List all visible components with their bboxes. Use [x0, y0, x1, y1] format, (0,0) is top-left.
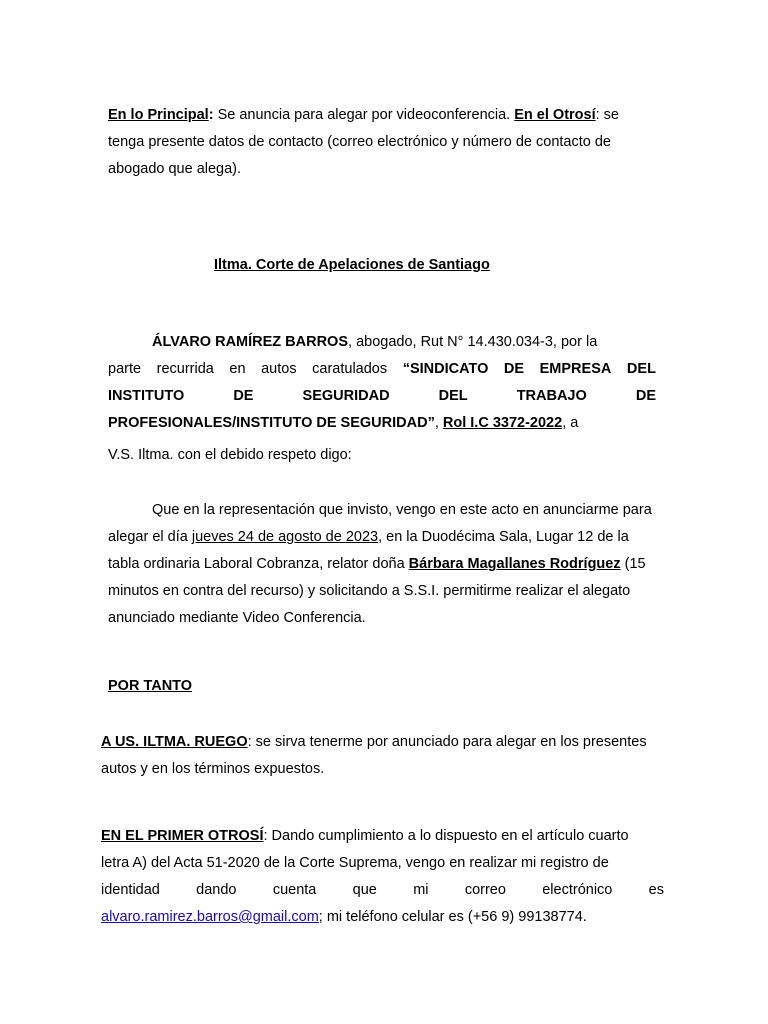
case-title-word: TRABAJO [516, 388, 587, 404]
case-title-word: “SINDICATO [402, 361, 489, 377]
text: , en la Duodécima Sala, Lugar 12 de la [378, 529, 629, 545]
case-title-word: SEGURIDAD [302, 388, 390, 404]
body-line-4: minutos en contra del recurso) y solicitando a S.S.I. permitirme realizar el alegato [108, 583, 631, 599]
body-line-5: anunciado mediante Video Conferencia. [108, 610, 366, 626]
word: parte [108, 361, 142, 377]
word: en [229, 361, 246, 377]
colon: : [208, 107, 214, 123]
body-line-3 [108, 555, 646, 573]
word: identidad [101, 882, 160, 898]
hearing-date: jueves 24 de agosto de 2023 [191, 529, 379, 545]
summary-line-1 [108, 106, 619, 124]
phone-text: ; mi teléfono celular es (+56 9) 99138774. [318, 909, 587, 925]
word: recurrida [156, 361, 214, 377]
word: cuenta [272, 882, 317, 898]
word: que [352, 882, 377, 898]
en-lo-principal-heading: En lo Principal [108, 107, 209, 123]
ruego-heading: A US. ILTMA. RUEGO [101, 734, 248, 750]
summary-line-2: tenga presente datos de contacto (correo electrónico y número de contacto de [108, 134, 611, 150]
case-title-word: INSTITUTO [108, 388, 185, 404]
case-title-end: PROFESIONALES/INSTITUTO DE SEGURIDAD” [108, 415, 435, 431]
text: , a [562, 415, 579, 431]
otrosi-line-4 [101, 908, 587, 926]
text: (15 [620, 556, 646, 572]
court-heading: Iltma. Corte de Apelaciones de Santiago [214, 257, 490, 273]
case-title-word: DEL [626, 361, 656, 377]
word: caratulados [312, 361, 388, 377]
lawyer-name: ÁLVARO RAMÍREZ BARROS [152, 334, 349, 350]
ruego-line-1 [101, 733, 647, 751]
text: alegar el día [108, 529, 192, 545]
ruego-line-2: autos y en los términos expuestos. [101, 761, 325, 777]
primer-otrosi-heading: EN EL PRIMER OTROSÍ [101, 828, 264, 844]
relator-name: Bárbara Magallanes Rodríguez [408, 556, 621, 572]
en-el-otrosi-heading: En el Otrosí [514, 107, 596, 123]
intro-line-3 [108, 387, 656, 405]
word: electrónico [542, 882, 613, 898]
body-line-2 [108, 528, 629, 546]
otrosi-line-3 [101, 881, 664, 899]
text: : Dando cumplimiento a lo dispuesto en el artículo cuarto [263, 828, 629, 844]
body-line-1: Que en la representación que invisto, vengo en este acto en anunciarme para [152, 502, 652, 518]
rol-number: Rol I.C 3372-2022 [442, 415, 563, 431]
intro-line-2 [108, 360, 656, 378]
por-tanto-heading: POR TANTO [108, 678, 193, 694]
word: es [648, 882, 664, 898]
otrosi-line-1 [101, 827, 629, 845]
separator: , [434, 415, 443, 431]
word: autos [261, 361, 297, 377]
case-title-word: DE [503, 361, 525, 377]
email-link[interactable]: alvaro.ramirez.barros@gmail.com [101, 909, 319, 925]
case-title-word: DE [635, 388, 656, 404]
intro-line-5: V.S. Iltma. con el debido respeto digo: [108, 447, 352, 463]
case-title-word: DE [233, 388, 254, 404]
intro-line-4 [108, 414, 578, 432]
case-title-word: EMPRESA [539, 361, 612, 377]
otrosi-line-2: letra A) del Acta 51-2020 de la Corte Suprema, vengo en realizar mi registro de [101, 855, 609, 871]
text: tabla ordinaria Laboral Cobranza, relator doña [108, 556, 409, 572]
summary-line-3: abogado que alega). [108, 161, 242, 177]
word: correo [464, 882, 506, 898]
intro-line-1 [152, 333, 597, 351]
word: mi [413, 882, 429, 898]
case-title-word: DEL [438, 388, 468, 404]
lawyer-details: , abogado, Rut N° 14.430.034-3, por la [348, 334, 598, 350]
text: : se sirva tenerme por anunciado para alegar en los presentes [247, 734, 647, 750]
summary-text-end: : se [595, 107, 619, 123]
word: dando [196, 882, 237, 898]
summary-text: Se anuncia para alegar por videoconferencia. [213, 107, 515, 123]
